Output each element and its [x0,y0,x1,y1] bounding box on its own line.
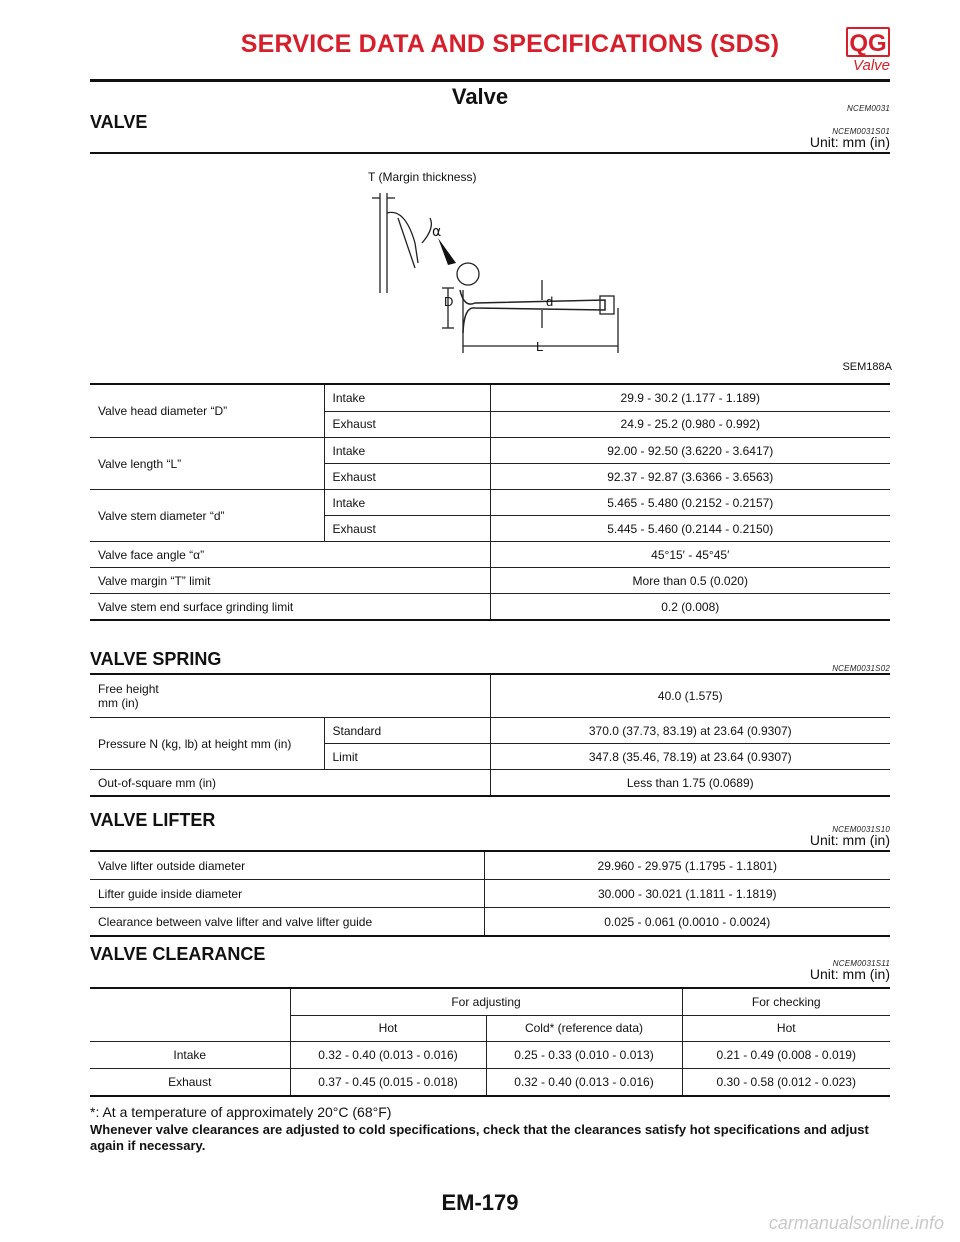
column-subheader: Hot [682,1015,890,1042]
watermark: carmanualsonline.info [768,1213,944,1233]
free-height-unit: mm (in) [98,696,139,710]
spring-spec-table [90,673,890,797]
row-label: Valve lifter outside diameter [90,851,484,880]
sub-label: Intake [324,438,490,464]
clearance-unit: Unit: mm (in) [809,966,890,982]
row-label: Valve length “L” [90,438,324,490]
sub-label: Exhaust [324,516,490,542]
lifter-section-code: NCEM0031S10 [832,825,890,834]
row-label: Clearance between valve lifter and valve lifter guide [90,908,484,937]
row-label: Valve head diameter “D” [90,384,324,438]
valve-profile [460,290,605,333]
lifter-section-title: VALVE LIFTER [90,810,216,830]
alpha-arc [422,218,431,243]
measure-symbol-circle [457,263,479,285]
clearance-spec-table [90,987,890,1097]
footnote: *: At a temperature of approximately 20°C (68°F) [90,1104,392,1120]
value-cell: Less than 1.75 (0.0689) [490,770,890,797]
value-cell: 347.8 (35.46, 78.19) at 23.64 (0.9307) [490,744,890,770]
table-row [90,908,890,937]
value-cell: 92.00 - 92.50 (3.6220 - 3.6417) [490,438,890,464]
valve-section-rule [90,152,890,154]
value-cell: 0.2 (0.008) [490,594,890,621]
L-label: L [536,339,544,354]
corner-cell [90,988,290,1042]
valve-spec-table [90,383,890,621]
sub-label: Exhaust [324,464,490,490]
page-title-code: NCEM0031 [847,104,890,113]
clearance-section-title: VALVE CLEARANCE [90,944,266,964]
table-row [90,1042,890,1069]
value-cell: 30.000 - 30.021 (1.1811 - 1.1819) [484,880,890,908]
value-cell: 40.0 (1.575) [490,674,890,718]
sub-label: Limit [324,744,490,770]
diagram-caption: T (Margin thickness) [368,170,477,184]
pointer-arrow-icon [438,238,456,265]
value-cell: More than 0.5 (0.020) [490,568,890,594]
sub-label: Intake [324,490,490,516]
value-cell: 0.21 - 0.49 (0.008 - 0.019) [682,1042,890,1069]
sub-label: Standard [324,718,490,744]
page-number: EM-179 [441,1190,519,1215]
table-row [90,674,890,718]
adjustment-note: Whenever valve clearances are adjusted to cold specifications, check that the clearances satisfy hot specifications and adjust again if necessary. [90,1122,869,1153]
table-row [90,542,890,568]
table-row [90,490,890,516]
value-cell: 29.960 - 29.975 (1.1795 - 1.1801) [484,851,890,880]
value-cell: 370.0 (37.73, 83.19) at 23.64 (0.9307) [490,718,890,744]
valve-stem-tip [600,296,614,314]
row-label: Lifter guide inside diameter [90,880,484,908]
header-title: SERVICE DATA AND SPECIFICATIONS (SDS) [240,30,780,58]
spring-section-code: NCEM0031S02 [832,664,890,673]
valve-unit: Unit: mm (in) [809,134,890,150]
column-header: For checking [682,988,890,1015]
valve-section-code: NCEM0031S01 [832,127,890,136]
value-cell: 0.30 - 0.58 (0.012 - 0.023) [682,1069,890,1097]
face-angle-line [398,218,415,268]
table-row [90,594,890,621]
value-cell: 0.32 - 0.40 (0.013 - 0.016) [486,1069,682,1097]
valve-face-curve [387,212,418,263]
column-subheader: Cold* (reference data) [486,1015,682,1042]
row-label [90,674,490,718]
value-cell: 29.9 - 30.2 (1.177 - 1.189) [490,384,890,411]
clearance-section-code: NCEM0031S11 [832,959,890,968]
header-rule [90,79,890,82]
value-cell: 24.9 - 25.2 (0.980 - 0.992) [490,411,890,438]
value-cell: 5.445 - 5.460 (0.2144 - 0.2150) [490,516,890,542]
row-label: Out-of-square mm (in) [90,770,490,797]
figure-id: SEM188A [842,361,892,373]
table-row [90,568,890,594]
value-cell: 5.465 - 5.480 (0.2152 - 0.2157) [490,490,890,516]
d-label: d [546,294,554,309]
row-label: Valve margin “T” limit [90,568,490,594]
row-label: Valve stem diameter “d” [90,490,324,542]
value-cell: 92.37 - 92.87 (3.6366 - 3.6563) [490,464,890,490]
table-row [90,718,890,744]
row-label: Intake [90,1042,290,1069]
table-row [90,851,890,880]
table-row [90,880,890,908]
row-label: Valve face angle “α” [90,542,490,568]
sub-label: Exhaust [324,411,490,438]
table-row [90,384,890,411]
D-label: D [444,294,454,309]
value-cell: 0.025 - 0.061 (0.0010 - 0.0024) [484,908,890,937]
table-row [90,1069,890,1097]
value-cell: 0.37 - 0.45 (0.015 - 0.018) [290,1069,486,1097]
column-header: For adjusting [290,988,682,1015]
table-row [90,988,890,1015]
column-subheader: Hot [290,1015,486,1042]
free-height-label: Free height [98,682,159,696]
row-label: Valve stem end surface grinding limit [90,594,490,621]
table-row [90,770,890,797]
valve-diagram [360,168,640,363]
header-badge: QG [846,27,890,57]
page-title: Valve [451,84,509,109]
table-row [90,438,890,464]
value-cell: 0.32 - 0.40 (0.013 - 0.016) [290,1042,486,1069]
sub-label: Intake [324,384,490,411]
alpha-label: α [432,224,442,240]
spring-section-title: VALVE SPRING [90,649,222,669]
value-cell: 45°15′ - 45°45′ [490,542,890,568]
lifter-unit: Unit: mm (in) [809,832,890,848]
row-label: Exhaust [90,1069,290,1097]
value-cell: 0.25 - 0.33 (0.010 - 0.013) [486,1042,682,1069]
valve-section-title: VALVE [90,112,148,132]
row-label: Pressure N (kg, lb) at height mm (in) [90,718,324,770]
header-subtitle: Valve [853,57,890,74]
lifter-spec-table [90,850,890,937]
